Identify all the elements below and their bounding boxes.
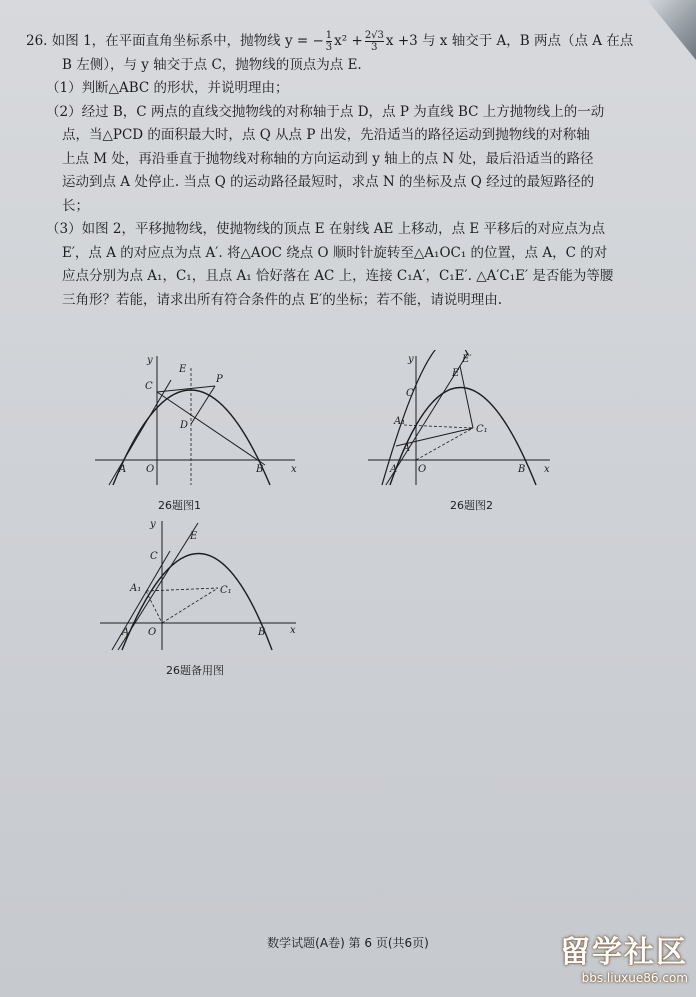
label-a1: A₁ (394, 416, 406, 427)
label-c: C (406, 388, 414, 399)
label-a1: A₁ (130, 583, 142, 594)
label-e-prime: E′ (462, 354, 472, 365)
line-ac (112, 551, 170, 650)
question-26 (26, 30, 666, 312)
label-b: B (256, 464, 264, 475)
part-3-line4: 三角形？若能，请求出所有符合条件的点 E′的坐标；若不能，请说明理由. (62, 291, 503, 308)
figure-2-caption: 26题图2 (450, 499, 493, 512)
figure-2-diagram (368, 350, 553, 490)
segment-e1-c1 (460, 366, 473, 428)
figure-1-diagram (95, 350, 300, 490)
label-e: E (190, 531, 198, 542)
part-3-line1: （3）如图 2，平移抛物线，使抛物线的顶点 E 在射线 AE 上移动，点 E 平移后的对应点为点 (46, 221, 606, 237)
label-y: y (408, 354, 414, 365)
page-footer: 数学试题(A卷) 第 6 页(共6页) (267, 936, 429, 950)
segment-a1o (146, 591, 162, 623)
part-3-line2: E′，点 A 的对应点为点 A′. 将△AOC 绕点 O 顺时针旋转至△A₁OC₁ 的位置，点 A，C 的对 (62, 244, 608, 261)
part-2-line5: 长； (62, 197, 89, 214)
label-c: C (145, 381, 153, 392)
label-x: x (290, 625, 296, 636)
fraction-one-third: $\frac{1}{3}$ (325, 30, 333, 53)
label-o: O (146, 464, 155, 475)
part-1: （1）判断△ABC 的形状，并说明理由； (46, 80, 289, 96)
label-x: x (544, 464, 550, 475)
question-stem: 26. 如图 1，在平面直角坐标系中，抛物线 y = − $\frac{1}{3}$ x² + $\frac{2√3}{3}$ x +3 与 x 轴交于 A，B 两点（点 A 在点 (26, 30, 634, 53)
part-2-line2: 点，当△PCD 的面积最大时，点 Q 从点 P 出发，先沿适当的路径运动到抛物线的对称轴 (62, 127, 590, 143)
part-3-line3: 应点分别为点 A₁，C₁，且点 A₁ 恰好落在 AC 上，连接 C₁A′，C₁E′. △A′C₁E′ 是否能为等腰 (62, 268, 614, 284)
label-c1: C₁ (220, 585, 232, 596)
figure-3-caption: 26题备用图 (166, 664, 224, 677)
watermark-url: bbs.liuxue86.com (581, 971, 688, 985)
figure-3-diagram (100, 515, 300, 655)
parabola (390, 388, 536, 486)
label-c1: C₁ (476, 424, 488, 435)
label-a-prime: A′ (403, 443, 413, 454)
label-b: B (258, 627, 266, 638)
watermark-logo (538, 936, 688, 986)
segment-oc1 (162, 588, 218, 623)
part-2-line3: 上点 M 处，再沿垂直于抛物线对称轴的方向运动到 y 轴上的点 N 处，最后沿适当的路径 (62, 150, 594, 167)
figure-3 (100, 515, 300, 655)
line-cb (157, 392, 265, 465)
figure-1 (95, 350, 300, 490)
label-o: O (418, 464, 427, 475)
watermark-title: 留学社区 (560, 935, 688, 970)
label-a: A (122, 627, 130, 638)
label-y: y (147, 355, 153, 366)
label-e: E (179, 364, 187, 375)
label-a: A (390, 464, 398, 475)
parabola (122, 554, 272, 651)
label-d: D (180, 420, 189, 431)
label-p: P (216, 374, 223, 385)
label-y: y (150, 519, 156, 530)
figure-2 (368, 350, 553, 490)
question-stem-line2: B 左侧），与 y 轴交于点 C，抛物线的顶点为点 E. (62, 56, 362, 73)
label-e: E (452, 368, 460, 379)
label-c: C (150, 551, 158, 562)
segment-oc1 (416, 428, 473, 460)
part-2-line1: （2）经过 B，C 两点的直线交抛物线的对称轴于点 D，点 P 为直线 BC 上方抛物线上的一动 (46, 103, 605, 120)
label-o: O (148, 627, 157, 638)
label-x: x (291, 464, 297, 475)
fraction-two-root3-third: $\frac{2√3}{3}$ (364, 30, 384, 53)
label-b: B (518, 464, 526, 475)
part-2-line4: 运动到点 A 处停止. 当点 Q 的运动路径最短时，求点 N 的坐标及点 Q 经过的最短路径的 (62, 174, 595, 190)
figure-1-caption: 26题图1 (158, 499, 201, 512)
label-a: A (119, 464, 127, 475)
